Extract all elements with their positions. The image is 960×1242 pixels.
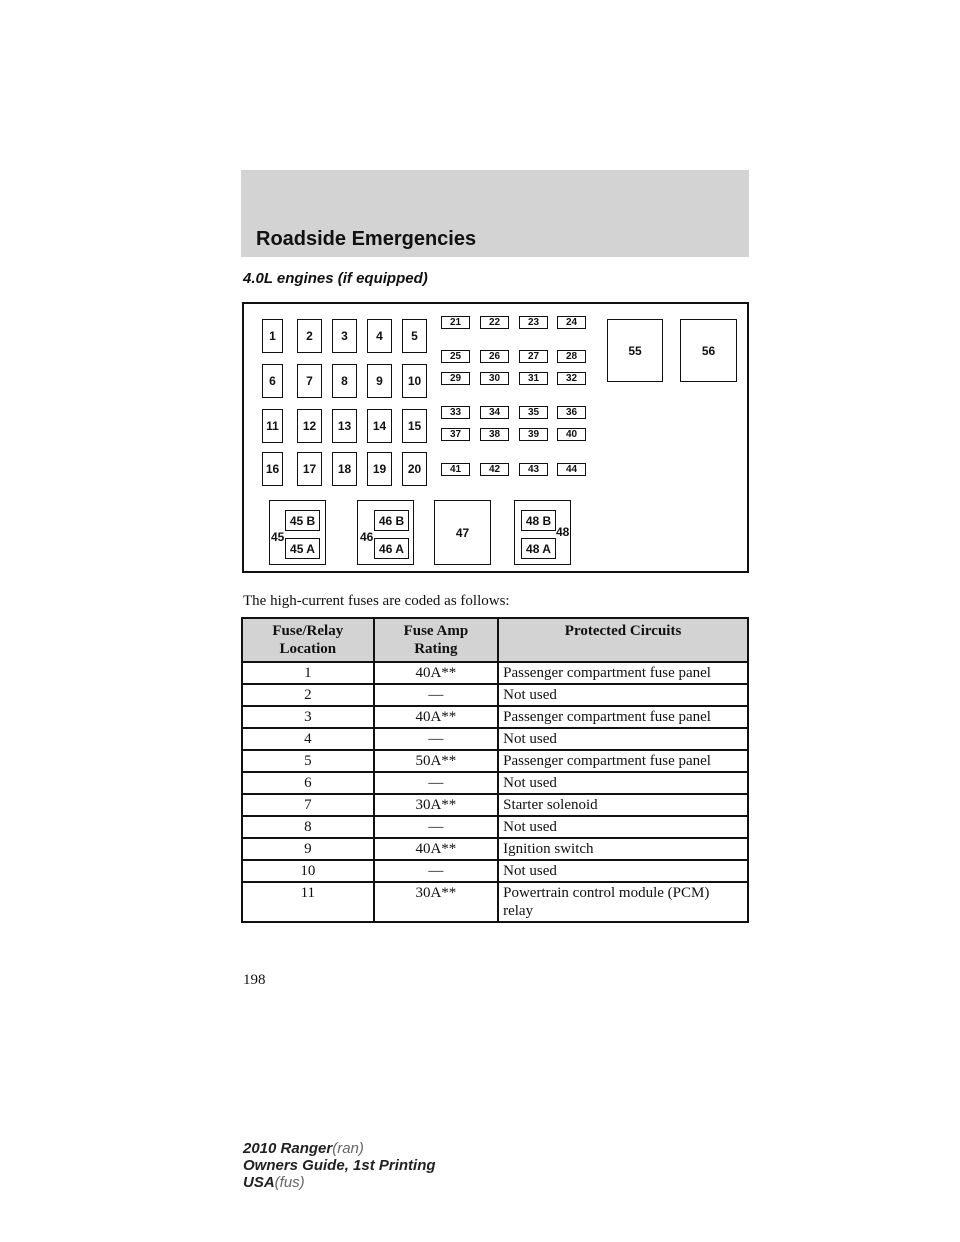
fuse-13: 13	[332, 409, 357, 443]
fuse-29: 29	[441, 372, 470, 385]
section-title: Roadside Emergencies	[256, 228, 477, 250]
footer-model: 2010 Ranger	[243, 1140, 333, 1157]
fuse-28: 28	[557, 350, 586, 363]
relay-45-label: 45	[271, 530, 285, 544]
cell-rating: —	[374, 816, 498, 838]
table-header-row	[242, 618, 748, 662]
relay-45-b: 45 B	[285, 510, 320, 531]
table-row	[242, 860, 748, 882]
fuse-8: 8	[332, 364, 357, 398]
fuse-9: 9	[367, 364, 392, 398]
cell-location: 4	[242, 728, 374, 750]
footer-market-code: (fus)	[274, 1174, 305, 1191]
fuse-38: 38	[480, 428, 509, 441]
cell-location: 9	[242, 838, 374, 860]
header-rating: Fuse Amp Rating	[374, 618, 498, 662]
fuse-14: 14	[367, 409, 392, 443]
page-number: 198	[243, 972, 266, 988]
fuse-16: 16	[262, 452, 283, 486]
fuse-table	[241, 617, 749, 923]
cell-rating: 40A**	[374, 838, 498, 860]
table-row	[242, 794, 748, 816]
cell-circuits: Powertrain control module (PCM) relay	[498, 882, 748, 922]
relay-46-b: 46 B	[374, 510, 409, 531]
cell-location: 10	[242, 860, 374, 882]
fuse-3: 3	[332, 319, 357, 353]
fuse-4: 4	[367, 319, 392, 353]
footer-guide: Owners Guide, 1st Printing	[243, 1157, 436, 1174]
fuse-26: 26	[480, 350, 509, 363]
cell-location: 11	[242, 882, 374, 922]
fuse-15: 15	[402, 409, 427, 443]
header-location: Fuse/Relay Location	[242, 618, 374, 662]
cell-location: 2	[242, 684, 374, 706]
fuse-18: 18	[332, 452, 357, 486]
cell-location: 1	[242, 662, 374, 684]
fuse-40: 40	[557, 428, 586, 441]
fuse-32: 32	[557, 372, 586, 385]
fuse-31: 31	[519, 372, 548, 385]
fuse-22: 22	[480, 316, 509, 329]
table-row	[242, 684, 748, 706]
table-row	[242, 882, 748, 922]
cell-circuits: Not used	[498, 728, 748, 750]
print-footer	[243, 1140, 436, 1191]
cell-rating: —	[374, 684, 498, 706]
cell-circuits: Passenger compartment fuse panel	[498, 706, 748, 728]
fuse-5: 5	[402, 319, 427, 353]
cell-location: 8	[242, 816, 374, 838]
footer-model-code: (ran)	[332, 1140, 364, 1157]
relay-56: 56	[680, 319, 737, 382]
fuse-42: 42	[480, 463, 509, 476]
cell-circuits: Not used	[498, 860, 748, 882]
fuse-30: 30	[480, 372, 509, 385]
fuse-1: 1	[262, 319, 283, 353]
fuse-7: 7	[297, 364, 322, 398]
fuse-41: 41	[441, 463, 470, 476]
cell-location: 6	[242, 772, 374, 794]
engine-subheading: 4.0L engines (if equipped)	[243, 270, 428, 287]
table-row	[242, 728, 748, 750]
table-row	[242, 750, 748, 772]
cell-circuits: Starter solenoid	[498, 794, 748, 816]
cell-rating: 40A**	[374, 662, 498, 684]
relay-47: 47	[434, 500, 491, 565]
relay-48-label: 48	[556, 525, 570, 539]
fuse-panel-diagram	[242, 302, 749, 573]
intro-text: The high-current fuses are coded as follows:	[243, 593, 510, 609]
cell-rating: 40A**	[374, 706, 498, 728]
fuse-21: 21	[441, 316, 470, 329]
fuse-23: 23	[519, 316, 548, 329]
cell-circuits: Ignition switch	[498, 838, 748, 860]
fuse-35: 35	[519, 406, 548, 419]
cell-circuits: Passenger compartment fuse panel	[498, 750, 748, 772]
fuse-12: 12	[297, 409, 322, 443]
header-circuits: Protected Circuits	[498, 618, 748, 662]
fuse-25: 25	[441, 350, 470, 363]
cell-location: 5	[242, 750, 374, 772]
cell-rating: —	[374, 728, 498, 750]
fuse-17: 17	[297, 452, 322, 486]
cell-rating: 30A**	[374, 882, 498, 922]
cell-location: 7	[242, 794, 374, 816]
table-row	[242, 838, 748, 860]
table-row	[242, 706, 748, 728]
cell-circuits: Not used	[498, 772, 748, 794]
fuse-36: 36	[557, 406, 586, 419]
footer-market: USA	[243, 1174, 275, 1191]
cell-rating: —	[374, 860, 498, 882]
cell-rating: —	[374, 772, 498, 794]
fuse-37: 37	[441, 428, 470, 441]
fuse-27: 27	[519, 350, 548, 363]
cell-rating: 30A**	[374, 794, 498, 816]
fuse-34: 34	[480, 406, 509, 419]
fuse-2: 2	[297, 319, 322, 353]
relay-46-a: 46 A	[374, 538, 409, 559]
fuse-44: 44	[557, 463, 586, 476]
table-row	[242, 662, 748, 684]
fuse-33: 33	[441, 406, 470, 419]
table-row	[242, 772, 748, 794]
table-row	[242, 816, 748, 838]
relay-55: 55	[607, 319, 663, 382]
fuse-20: 20	[402, 452, 427, 486]
fuse-39: 39	[519, 428, 548, 441]
relay-48-a: 48 A	[521, 538, 556, 559]
cell-location: 3	[242, 706, 374, 728]
cell-circuits: Not used	[498, 684, 748, 706]
fuse-10: 10	[402, 364, 427, 398]
fuse-43: 43	[519, 463, 548, 476]
fuse-24: 24	[557, 316, 586, 329]
cell-circuits: Passenger compartment fuse panel	[498, 662, 748, 684]
fuse-19: 19	[367, 452, 392, 486]
cell-circuits: Not used	[498, 816, 748, 838]
relay-45-a: 45 A	[285, 538, 320, 559]
fuse-6: 6	[262, 364, 283, 398]
relay-46-label: 46	[360, 530, 374, 544]
cell-rating: 50A**	[374, 750, 498, 772]
relay-48-b: 48 B	[521, 510, 556, 531]
fuse-11: 11	[262, 409, 283, 443]
